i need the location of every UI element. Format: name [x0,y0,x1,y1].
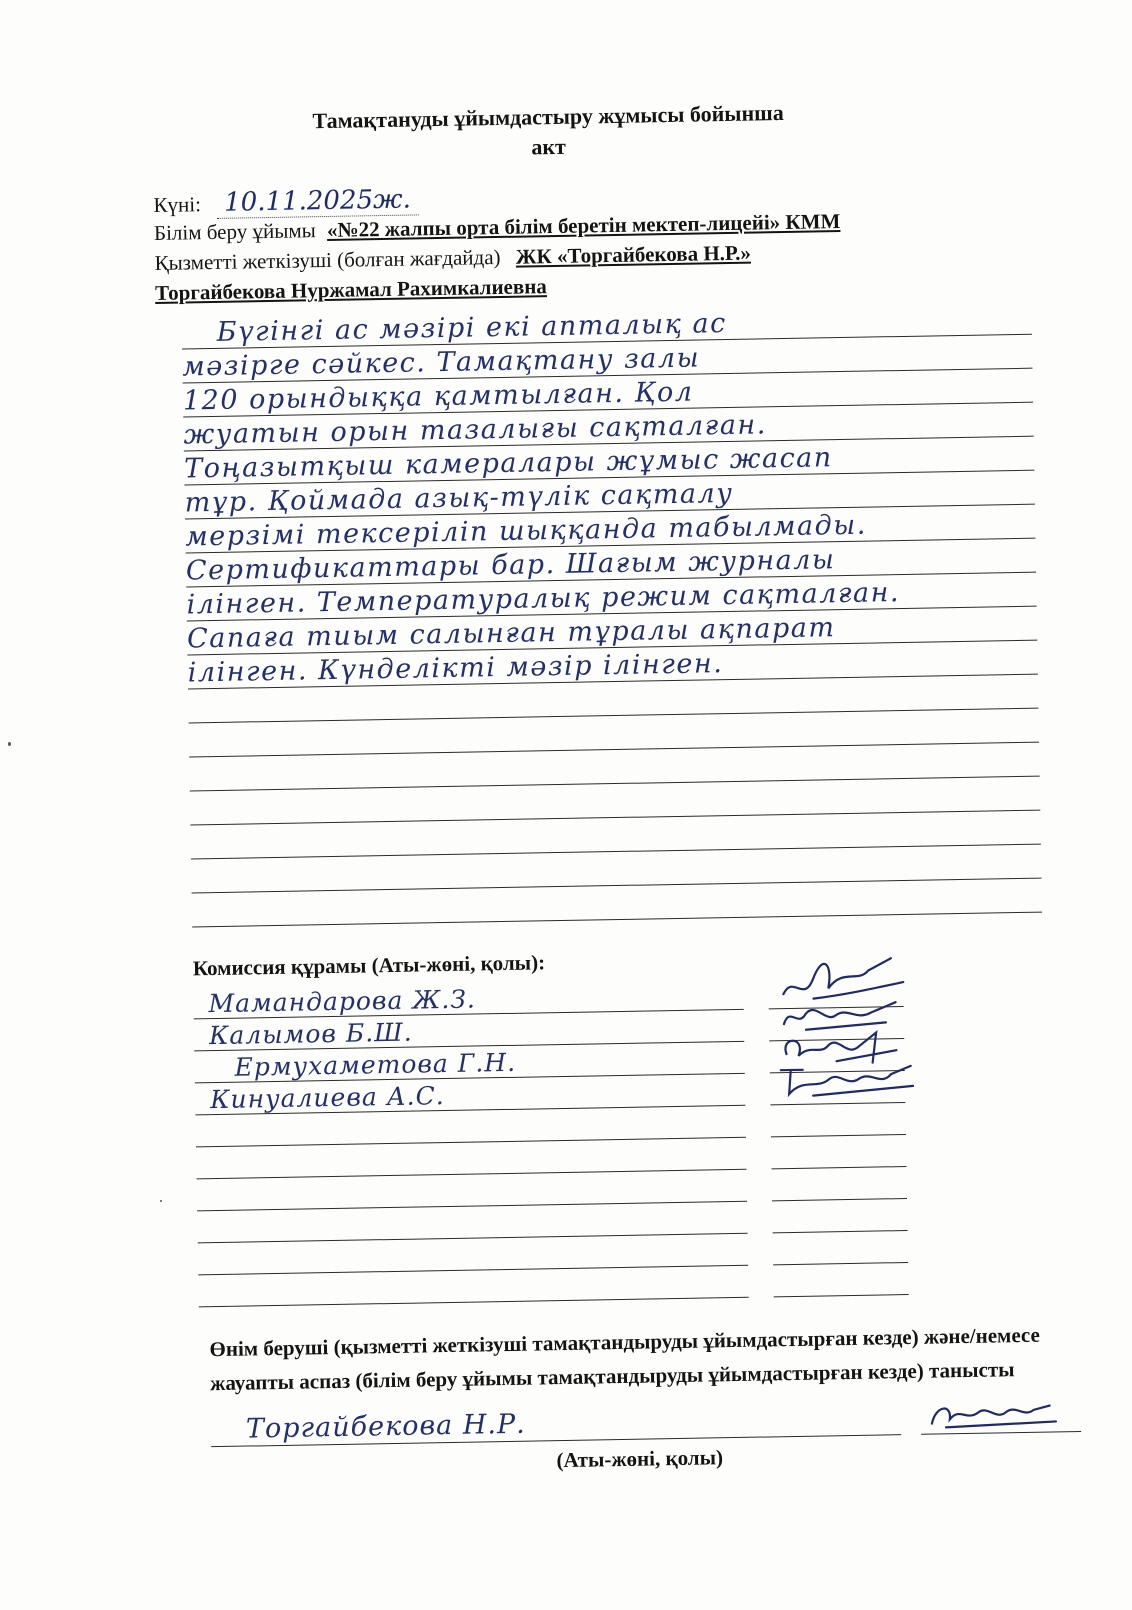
commission-name-line [199,1297,749,1308]
ruled-line [190,776,1040,792]
supplier-value: ЖК «Торгайбекова Н.Р.» [515,240,752,269]
commission-member: Мамандарова Ж.З. [208,984,477,1019]
supplier-person-row [155,274,547,306]
org-value: «№22 жалпы орта білім беретін мектеп-лицейі» КММ [326,209,841,242]
commission-label: Комиссия құрамы (Аты-жөні, қолы): [192,950,546,981]
report-line: мәзірге сәйкес. Тамақтану залы [182,342,701,383]
document-title: Тамақтануды ұйымдастыру жұмысы бойынша [312,99,784,134]
report-line: Сапаға тиым салынған тұралы ақпарат [186,612,836,655]
report-line: ілінген. Күнделікті мәзір ілінген. [187,648,724,689]
report-line: Бүгінгі ас мәзірі екі апталық ас [216,308,728,348]
ruled-line [189,708,1039,724]
org-label: Білім беру ұйымы [153,218,316,245]
report-line: 120 орындыққа қамтылған. Қол [182,376,694,417]
commission-signature-line [771,1134,906,1137]
report-line: Тоңазытқыш камералары жұмыс жасап [183,442,833,485]
scan-speck [160,1200,162,1202]
acknowledgement-text: Өнім беруші (қызметті жеткізуші тамақтандыруды ұйымдастырған кезде) және/немесе жауапты аспаз (білім беру ұйымы тамақтандыруды ұйымдастырған кезде) танысты [209,1322,1041,1396]
ruled-line [190,810,1040,826]
report-line: ілінген. Температуралық режим сақталған. [186,577,901,621]
date-label: Күні: [153,192,202,218]
commission-name-line [198,1265,748,1276]
acknowledged-by: Торгайбекова Н.Р. [245,1408,526,1445]
report-line: мерзімі тексеріліп шыққанда табылмады. [185,509,868,553]
commission-signature-line [771,1166,906,1169]
commission-member: Калымов Б.Ш. [208,1017,413,1051]
document-subtitle: акт [531,133,567,160]
acknowledgement-caption: (Аты-жөні, қолы) [556,1445,724,1473]
commission-name-line [197,1169,747,1180]
commission-member: Ермухаметова Г.Н. [234,1047,517,1082]
ruled-line [192,912,1042,928]
date-value: 10.11.2025ж. [216,184,419,219]
ruled-line [189,742,1039,758]
commission-signature-line [774,1294,909,1297]
commission-name-line [196,1137,746,1148]
supplier-row [154,241,751,276]
commission-name-line [197,1201,747,1212]
scan-speck [8,742,11,746]
supplier-label: Қызметті жеткізуші (болған жағдайда) [154,244,501,275]
commission-name-line [198,1233,748,1244]
commission-signature-line [772,1198,907,1201]
commission-signature-line [770,1102,905,1105]
commission-signature-line [773,1230,908,1233]
report-line: жуатын орын тазалығы сақталған. [183,409,768,451]
ruled-line [191,844,1041,860]
signature-mark [773,1056,924,1103]
acknowledged-signature [925,1391,1066,1433]
commission-member: Кинуалиева А.С. [209,1081,445,1115]
report-line: тұр. Қоймада азық-түлік сақталу [184,477,734,519]
ruled-line [192,878,1042,894]
date-row [153,184,419,219]
report-line: Сертификаттары бар. Шағым журналы [185,544,836,587]
commission-signature-line [773,1262,908,1265]
supplier-person: Торгайбекова Нуржамал Рахимкалиевна [154,274,548,305]
